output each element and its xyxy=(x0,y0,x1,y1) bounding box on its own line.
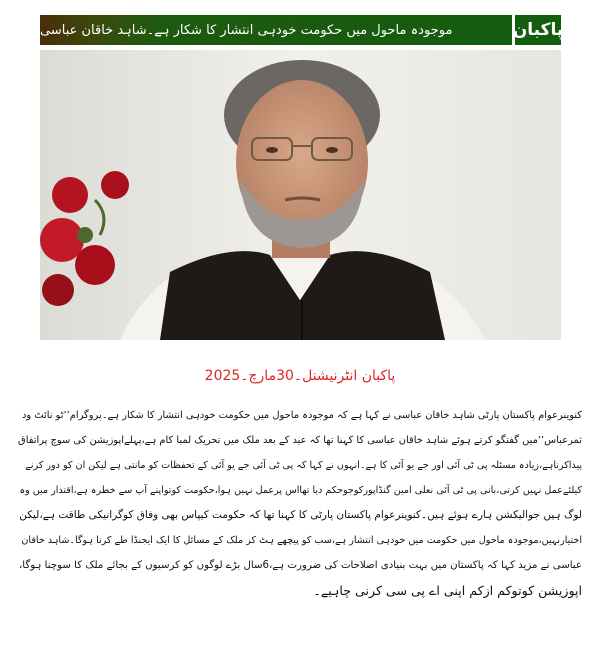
article-line: کنوینرعوام پاکستان پارٹی شاہد خاقان عباسی نے کہا ہے کہ موجودہ ماحول میں حکومت خودہی انتشار کا شکار ہے۔پروگرام’’ٹو نائٹ ود xyxy=(21,410,582,421)
article-line: پیداکرناہے،زیادہ مسئلہ پی ٹی آئی اور جے یو آئی کا ہے۔انہوں نے کہا کہ پی ٹی آئی جے یو آئی کے تحفظات کو مانتی ہے لیکن ان کو دور کرنے xyxy=(25,460,582,471)
article-photo xyxy=(40,50,561,340)
headline-bar xyxy=(40,15,512,45)
dateline-text: پاکبان انٹرنیشنل۔30مارچ۔2025 xyxy=(204,368,396,384)
logo-text: پاکبان xyxy=(512,20,564,40)
header-banner xyxy=(40,15,564,45)
dateline xyxy=(0,368,600,384)
site-logo xyxy=(512,15,564,45)
article-line: کیلئےعمل نہیں کرتی،بانی پی ٹی آئی نعلی امین گنڈاپورکوجوحکم دیا تھااس پرعمل نہیں ہوا،حکومت کوتواپنے آپ سے خطرہ ہے،اقتدار میں وہ xyxy=(19,485,582,496)
article-line: لوگ ہیں جوالیکشن ہارے ہوئے ہیں۔کنوینرعوام پاکستان پارٹی کا کہنا تھا کہ حکومت کیپاس بھی وفاق کوگرانیکی طاقت ہے،لیکن xyxy=(19,509,582,521)
article-line: اپوزیشن کوتوکم ازکم اپنی اے پی سی کرنی چاہیے۔ xyxy=(313,583,582,598)
headline-text: موجودہ ماحول میں حکومت خودہی انتشار کا شکار ہے۔شاہد خاقان عباسی xyxy=(40,22,453,38)
article-line: ثمرعباس’’میں گفتگو کرتے ہوئے شاہد خاقان عباسی کا کہنا تھا کہ عید کے بعد ملک میں تحریک لمبا کام ہے،پہلےاپوزیشن کی سوچ پراتفاق xyxy=(18,435,582,446)
article-line: اختیارنہیں،موجودہ ماحول میں حکومت میں خودہی انتشار ہے،سب کو پیچھے ہٹ کر ملک کے مسائل کا ایک ایجنڈا طے کرنا ہوگا۔شاہد خاقان xyxy=(21,535,582,546)
article-body xyxy=(18,403,582,603)
article-line: عباسی نے مزید کہا کہ پاکستان میں بہت بنیادی اصلاحات کی ضرورت ہے،6سال بڑے لوگوں کو کرسیوں کے بجائے ملک کا سوچنا ہوگا، xyxy=(18,560,582,571)
portrait-photo-illustration xyxy=(40,50,561,340)
